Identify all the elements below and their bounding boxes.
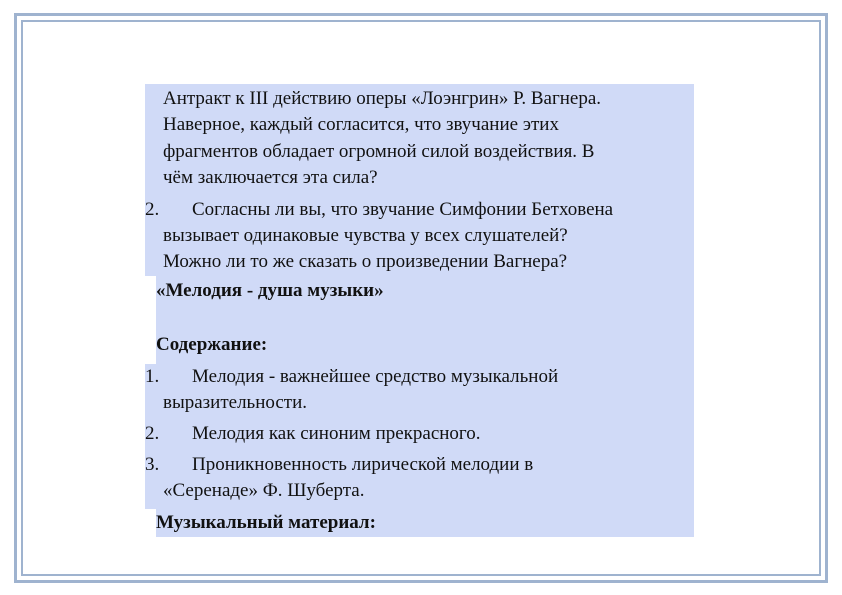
list-item-number: 2. <box>145 423 160 444</box>
intro-line: фрагментов обладает огромной силой воздействия. В <box>163 141 595 162</box>
question-line: Согласны ли вы, что звучание Симфонии Бетховена <box>192 199 614 220</box>
list-item-number: 3. <box>145 454 160 475</box>
intro-line: чём заключается эта сила? <box>163 167 378 188</box>
question-number: 2. <box>145 199 160 220</box>
list-item-line: Мелодия - важнейшее средство музыкальной <box>192 366 559 387</box>
contents-heading: Содержание: <box>156 334 268 355</box>
question-line: Можно ли то же сказать о произведении Вагнера? <box>163 251 568 272</box>
question-line: вызывает одинаковые чувства у всех слушателей? <box>163 225 568 246</box>
list-item-line: Мелодия как синоним прекрасного. <box>192 423 481 444</box>
list-item-line: выразительности. <box>163 392 308 413</box>
list-item-line: «Серенаде» Ф. Шуберта. <box>163 480 365 501</box>
lesson-title: «Мелодия - душа музыки» <box>156 280 384 301</box>
intro-line: Наверное, каждый согласится, что звучание этих <box>163 114 559 135</box>
list-item-number: 1. <box>145 366 160 387</box>
material-heading: Музыкальный материал: <box>156 512 376 533</box>
list-item-line: Проникновенность лирической мелодии в <box>192 454 534 475</box>
intro-line: Антракт к III действию оперы «Лоэнгрин» Р. Вагнера. <box>163 88 602 109</box>
